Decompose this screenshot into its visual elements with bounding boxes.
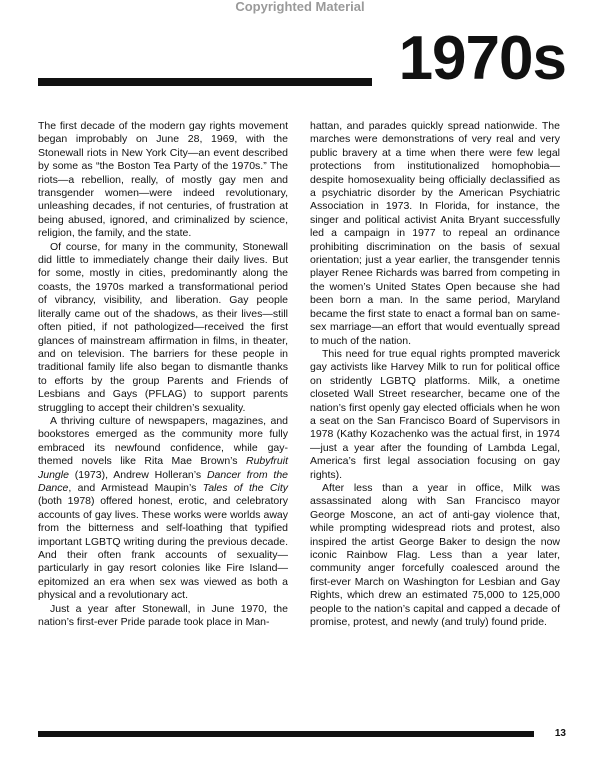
paragraph: Just a year after Stonewall, in June 1970, the nation’s first-ever Pride parade took place in Man- xyxy=(38,602,288,629)
text-run: (1973), Andrew Holleran’s xyxy=(68,468,207,481)
text-run: (both 1978) offered honest, erotic, and celebratory accounts of gay lives. These works were worlds away from the bitterness and self-loathing that typified important LGBTQ writing during the previous decade. And their often frank accounts of sexuality—particularly in gay resort colonies like Fire Island—epitomized an era when sex was viewed as both a physical and a revolutionary act. xyxy=(38,495,288,602)
paragraph: After less than a year in office, Milk was assassinated along with San Francisco mayor George Moscone, an act of anti-gay violence that, while prompting widespread riots and protest, also inspired the artist George Baker to design the now iconic Rainbow Flag. Less than a year later, community anger forcefully coalesced around the first-ever March on Washington for Lesbian and Gay Rights, which drew an estimated 75,000 to 125,000 people to the nation’s capital and capped a decade of promise, protest, and newly (and truly) found pride. xyxy=(310,481,560,629)
paragraph: Of course, for many in the community, Stonewall did little to immediately change their daily lives. But for some, mostly in cities, predominantly along the coasts, the 1970s marked a transformational period of vibrancy, visibility, and liberation. Gay people literally came out of the shadows, as their lives—still often pitied, if not pathologized—received the first glances of mainstream affirmation in films, in theater, and on television. The barriers for these people in traditional family life also began to dismantle thanks to efforts by the group Parents and Friends of Lesbians and Gays (PFLAG) to support parents struggling to accept their children’s sexuality. xyxy=(38,240,288,414)
copyright-watermark: Copyrighted Material xyxy=(235,0,365,14)
paragraph: hattan, and parades quickly spread nationwide. The marches were demonstrations of very real and very public bravery at a time when there were few legal protections from institutionalized homophobia—despite homosexuality being officially declassified as a psychiatric disorder by the American Psychiatric Association in 1973. In Florida, for instance, the singer and political activist Anita Bryant successfully led a campaign in 1977 to repeal an ordinance prohibiting discrimination on the basis of sexual orientation; just a year earlier, the transgender tennis player Renee Richards was barred from competing in the women’s United States Open because she had been born a man. In the same period, Maryland became the first state to enact a formal ban on same-sex marriage—an effort that would eventually spread to much of the nation. xyxy=(310,120,560,347)
page-number: 13 xyxy=(554,728,566,739)
header-rule xyxy=(38,78,372,86)
footer-rule xyxy=(38,731,534,737)
text-run: , and Armistead Maupin’s xyxy=(68,481,203,494)
left-column xyxy=(38,120,288,629)
book-title: Dancer from the Dance xyxy=(38,468,288,494)
text-run: A thriving culture of newspapers, magazines, and bookstores emerged as the community more fully embraced its newfound confidence, while gay-themed novels like Rita Mae Brown’s xyxy=(38,414,288,468)
paragraph xyxy=(38,415,288,603)
paragraph: This need for true equal rights prompted maverick gay activists like Harvey Milk to run for political office on stridently LGBTQ platforms. Milk, a onetime closeted Wall Street researcher, became one of the nation’s first openly gay elected officials when he won a seat on the San Francisco Board of Supervisors in 1978 (Kathy Kozachenko was the actual first, in 1974—just a year after the founding of Lambda Legal, America’s first legal association focusing on gay rights). xyxy=(310,347,560,481)
right-column xyxy=(310,120,560,629)
paragraph: The first decade of the modern gay rights movement began improbably on June 28, 1969, with the Stonewall riots in New York City—an event described by some as “the Boston Tea Party of the 1970s.” The riots—a rebellion, really, of mostly gay men and transgender women—were indeed revolutionary, unleashing decades, if not centuries, of frustration at being abused, ignored, and criminalized by science, religion, the family, and the state. xyxy=(38,120,288,240)
book-title: Rubyfruit Jungle xyxy=(38,455,288,481)
chapter-title: 1970s xyxy=(398,24,566,93)
book-title: Tales of the City xyxy=(202,481,288,494)
